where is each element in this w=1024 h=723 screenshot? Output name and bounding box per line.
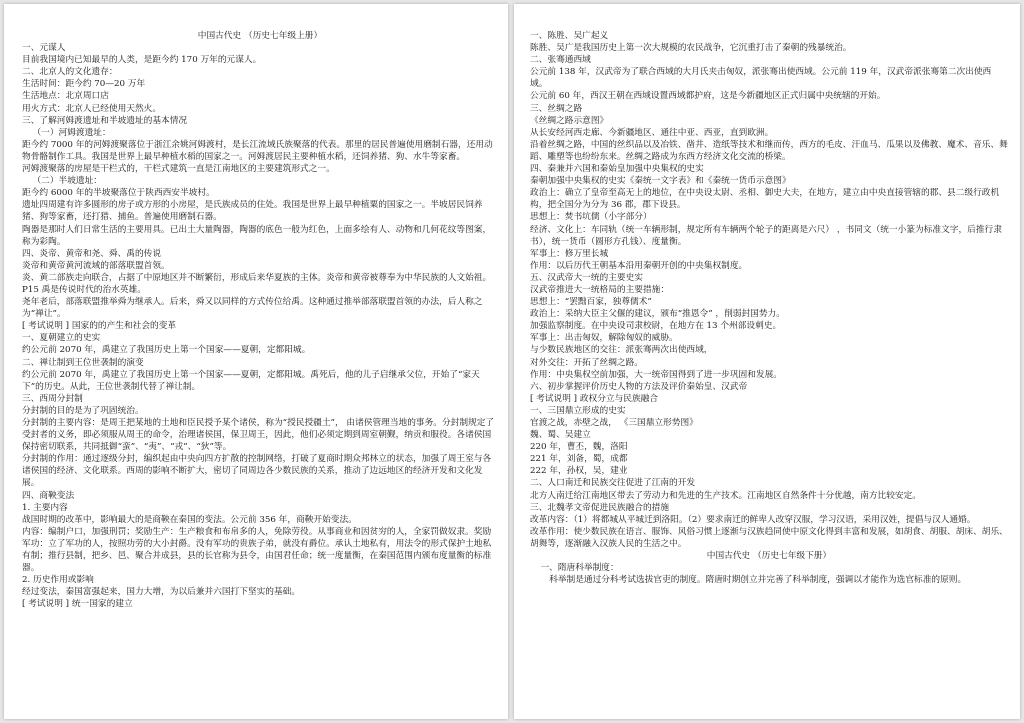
text-line: 距今约 6000 年的半坡聚落位于陕西西安半坡村。: [22, 188, 215, 199]
text-line: 军事上：出击匈奴，解除匈奴的威胁。: [530, 333, 678, 344]
page-title: 中国古代史 （历史七年级上册）: [197, 31, 323, 41]
page-title: 中国古代史 （历史七年级下册）: [706, 551, 832, 562]
left-page-text: [4, 4, 508, 611]
text-line: 炎、黄二部族走向联合，占据了中原地区并不断繁衍，形成后来华夏族的主体。炎帝和黄帝被尊奉为中华民族的人文始祖。 P15 禹是传说时代的治水英雄。: [22, 272, 492, 295]
text-line: 尧年老后，部落联盟推举舜为继承人。后来，舜又以同样的方式传位给禹。这种通过推举部落联盟首领的办法，后人称之为“禅让”。: [22, 297, 483, 320]
text-line: 公元前 138 年，汉武帝为了联合西域的大月氏夹击匈奴，派张骞出使西域。公元前 119 年，汉武帝派张骞第二次出使西域。: [530, 67, 992, 90]
text-line: 一、元谋人: [22, 43, 66, 54]
text-line: 二、人口南迁和民族交往促进了江南的开发: [530, 478, 696, 489]
text-line: 经过变法，秦国富强起来，国力大增，为以后兼并六国打下坚实的基础。: [22, 587, 300, 598]
text-line: 战国时期的改革中，影响最大的是商鞅在秦国的变法。公元前 356 年，商鞅开始变法。: [22, 514, 357, 525]
text-line: 一、陈胜、吴广起义: [530, 31, 609, 41]
text-line: 思想上：焚书坑儒（小字部分）: [530, 212, 652, 223]
text-line: （一）河姆渡遗址：: [32, 127, 111, 138]
text-line: 沿着丝绸之路，中国的丝织品以及冶铁、凿井、造纸等技术和继而传，西方的毛皮、汗血马、瓜果以及佛教、魔术、音乐、舞蹈、雕塑等也纷纷东来。丝绸之路成为东西方经济文化交流的桥梁。: [530, 139, 1008, 162]
text-line: 221 年，刘备，蜀，成都: [530, 454, 628, 465]
text-line: （二）半坡遗址：: [32, 176, 102, 187]
text-line: 军事上：修万里长城: [530, 248, 609, 259]
text-line: 改革作用：使少数民族在语言、服饰、风俗习惯上逐渐与汉族趋同使中原文化得到丰富和发展，如胡食、胡服、胡床、胡乐、胡舞等，逐渐融入汉族人民的生活之中。: [530, 526, 1008, 549]
text-line: 三、西周分封制: [22, 393, 83, 404]
text-line: 1. 主要内容: [22, 502, 68, 513]
text-line: 四、商鞅变法: [22, 490, 75, 501]
text-line: 约公元前 2070 年，禹建立了我国历史上第一个国家——夏朝，定都阳城。: [22, 345, 311, 356]
text-line: 二、张骞通西域: [530, 55, 591, 66]
text-line: 五、汉武帝大一统的主要史实: [530, 272, 643, 283]
text-line: 作用：中央集权空前加强，大一统帝国得到了进一步巩固和发展。: [530, 369, 782, 380]
text-line: 一、夏朝建立的史实: [22, 333, 101, 344]
text-line: 四、炎帝、黄帝和尧、舜、禹的传说: [22, 248, 161, 259]
text-line: 分封制的目的是为了巩固统治。: [22, 405, 144, 416]
text-line: 分封制的作用：通过逐级分封，编织起由中央向四方扩散的控制网络，打破了夏商时期众邦林立的状态，加强了周王室与各诸侯国的经济、文化联系。西周的影响不断扩大，密切了同周边各少数民族的关系，推动了边远地区的经济开发和文化发展。: [22, 454, 492, 489]
text-line: 秦朝加强中央集权的史实《秦统一文字表》和《秦统一货币示意图》: [530, 176, 791, 187]
text-line: 思想上：“罢黜百家，独尊儒术”: [530, 297, 652, 308]
text-line: 公元前 60 年，西汉王朝在西域设置西域都护府，这是今新疆地区正式归属中央统辖的开始。: [530, 91, 886, 102]
text-line: 政治上：采纳大臣主父偃的建议，颁布“推恩令” ，削弱封国势力。: [530, 309, 785, 320]
text-line: 魏、蜀、吴建立: [530, 430, 591, 441]
text-line: 一、三国鼎立形成的史实: [530, 405, 626, 416]
text-line: 与少数民族地区的交往：派张骞两次出使西域，: [530, 345, 713, 356]
text-line: 炎帝和黄帝黄河流域的部落联盟首领。: [22, 260, 170, 271]
text-line: 对外交往：开拓了丝绸之路。: [530, 357, 643, 368]
text-line: 生活时间：距今约 70—20 万年: [22, 79, 146, 90]
text-line: [ 考试说明 ] 统一国家的建立: [22, 599, 133, 610]
text-line: 改革内容：（1）将都城从平城迁到洛阳。（2）要求南迁的鲜卑人改穿汉服，学习汉语，采用汉姓，提倡与汉人通婚。: [530, 514, 976, 525]
text-line: 内容：编制户口，加强刑罚；奖励生产：生产粮食和布帛多的人，免除劳役。从事商业和因贫穷的人，全家罚做奴隶。奖励军功：立了军功的人，按照功劳的大小封爵。没有军功的贵族子弟，就没有爵位。承认土地私有，用法令的形式保护土地私有制；推行县制，把乡、邑、聚合并成县，县的长官称为县令，由国君任命；统一度量衡，在秦国范围内颁布度量衡的标准器。: [22, 526, 492, 574]
text-line: 生活地点：北京周口店: [22, 91, 109, 102]
text-line: 作用：以后历代王朝基本沿用秦朝开创的中央集权制度。: [530, 260, 748, 271]
text-line: 从长安经河西走廊、今新疆地区、通往中亚、西亚，直到欧洲。: [530, 127, 774, 138]
text-line: 目前我国境内已知最早的人类，是距今约 170 万年的元谋人。: [22, 55, 262, 66]
text-line: 六、初步掌握评价历史人物的方法及评价秦始皇、汉武帝: [530, 381, 748, 392]
text-line: 三、北魏孝文帝促进民族融合的措施: [530, 502, 669, 513]
text-line: 距今约 7000 年的河姆渡聚落位于浙江余姚河姆渡村，是长江流域氏族聚落的代表。那里的居民普遍使用磨制石器，还用动物骨骼制作工具。我国是世界上最早种植水稻的国家之一。河姆渡居民主要种植水稻，还饲养猪、狗、水牛等家畜。: [22, 139, 493, 162]
text-line: 陶器是那时人们日常生活的主要用具。已出土大量陶器，陶器的底色一般为红色，上面多绘有人、动物和几何花纹等图案，称为彩陶。: [22, 224, 492, 247]
text-line: [ 考试说明 ] 政权分立与民族融合: [530, 393, 659, 404]
right-page-text: [514, 4, 1020, 586]
text-line: 政治上：确立了皇帝至高无上的地位，在中央设太尉、丞相、御史大夫，在地方，建立由中央直接管辖的郡、县二级行政机构，把全国分为分为 36 郡，郡下设县。: [530, 188, 1000, 211]
text-line: [ 考试说明 ] 国家的的产生和社会的变革: [22, 321, 177, 332]
text-line: 北方人南迁给江南地区带去了劳动力和先进的生产技术。江南地区自然条件十分优越，南方比较安定。: [530, 490, 921, 501]
text-line: 官渡之战，赤壁之战， 《三国鼎立形势图》: [530, 418, 698, 428]
text-line: 遗址四周建有许多圆形的房子或方形的小房屋，是氏族成员的住处。我国是世界上最早种植粟的国家之一。半坡居民饲养猪、狗等家畜，还打猎、捕鱼。普遍使用磨制石器。: [22, 200, 483, 223]
text-line: 河姆渡聚落的房屋是干栏式的，干栏式建筑一直是江南地区的主要建筑形式之一。: [22, 164, 335, 175]
text-line: 经济、文化上：车同轨（统一车辆形制，规定所有车辆两个轮子的距离是六尺） ，书同文（统一小篆为标准文字，后推行隶书），统一货币（圆形方孔钱）、度量衡。: [530, 224, 1002, 247]
text-line: 220 年，曹丕，魏，洛阳: [530, 442, 628, 453]
text-line: 三、丝绸之路: [530, 103, 583, 114]
page-right: [514, 4, 1020, 719]
text-line: 汉武帝推进大一统格局的主要措施：: [530, 284, 669, 295]
text-line: 约公元前 2070 年，禹建立了我国历史上第一个国家——夏朝，定都阳城。禹死后，他的儿子启继承父位，开始了“家天下”的历史。从此，王位世袭制代替了禅让制。: [22, 369, 480, 392]
text-line: 陈胜、吴广是我国历史上第一次大规模的农民战争，它沉重打击了秦朝的残暴统治。: [530, 43, 852, 54]
text-line: 用火方式：北京人已经使用天然火。: [22, 103, 161, 114]
text-line: 二、禅让制到王位世袭制的演变: [22, 357, 144, 368]
text-line: 《丝绸之路示意图》: [530, 115, 609, 126]
text-line: 四、秦兼并六国和秦始皇加强中央集权的史实: [530, 164, 704, 175]
text-line: 一、隋唐科举制度：: [540, 563, 619, 574]
page-left: [4, 4, 508, 719]
text-line: 三、了解河姆渡遗址和半坡遗址的基本情况: [22, 115, 188, 126]
text-line: 加强监察制度。在中央设司隶校尉，在地方在 13 个州部设刺史。: [530, 321, 782, 332]
text-line: 2. 历史作用或影响: [22, 575, 94, 586]
text-line: 科举制是通过分科考试选拔官吏的制度。隋唐时期创立并完善了科举制度，强调以才能作为选官标准的原则。: [549, 575, 967, 586]
text-line: 二、北京人的文化遗存：: [22, 67, 118, 78]
text-line: 222 年，孙权，吴，建业: [530, 466, 628, 477]
text-line: 分封制的主要内容：是周王把某地的土地和臣民授予某个诸侯，称为“授民授疆土”， 由诸侯管理当地的事务。分封制规定了受封者的义务，即必须服从周王的命令，治理诸侯国，保卫周王，因此，他们必须定期到周室朝觐，纳贡和服役。各诸侯国保持密切联系，共同抵御“蛮”、“夷”、“戎”、“狄”等。: [22, 418, 495, 453]
